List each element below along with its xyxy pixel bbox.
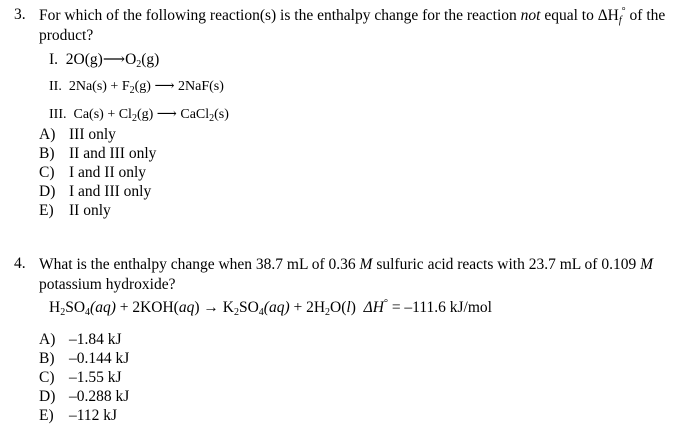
answer-choice[interactable]: D) –0.288 kJ — [39, 388, 130, 405]
answer-choice[interactable]: C) I and II only — [39, 164, 147, 181]
answer-choice[interactable]: D) I and III only — [39, 183, 152, 200]
answer-choice[interactable]: B) –0.144 kJ — [39, 350, 130, 367]
answer-choice[interactable]: E) –112 kJ — [39, 407, 118, 424]
reaction-1: I. $2O(g)⟶O_2(g)$ — [49, 51, 160, 70]
chemical-equation: $H_2SO_4(aq) + 2KOH(aq) \to K_2SO_4(aq) + 2H_2O(l) \Delta H^\circ = -111.6$ kJ/mol — [49, 298, 492, 318]
reaction-arrow: ⟶ — [102, 51, 126, 68]
reaction-arrow: ⟶ — [154, 79, 175, 94]
reaction-arrow: ⟶ — [156, 107, 177, 122]
answer-choice[interactable]: E) II only — [39, 202, 111, 219]
answer-choice[interactable]: A) –1.84 kJ — [39, 331, 122, 348]
answer-choice[interactable]: B) II and III only — [39, 145, 157, 162]
reaction-3: III. $Ca(s) + Cl_2(g)$ ⟶ CaCl$_2$(s) — [49, 107, 229, 124]
answer-choice[interactable]: C) –1.55 kJ — [39, 369, 122, 386]
question-number: 3. — [14, 6, 26, 23]
answer-choice[interactable]: A) III only — [39, 126, 116, 143]
question-stem: For which of the following reaction(s) is the enthalpy change for the reaction not equal to $\Delta H_f^\circ$ of the product? — [39, 6, 666, 44]
question-number: 4. — [14, 255, 26, 272]
reaction-2: II. $2Na(s) + F_2(g)$ ⟶ 2NaF(s) — [49, 79, 224, 96]
question-stem: What is the enthalpy change when 38.7 mL of 0.36 M sulfuric acid reacts with 23.7 mL of 0.109 M potassium hydroxide? — [39, 256, 653, 293]
